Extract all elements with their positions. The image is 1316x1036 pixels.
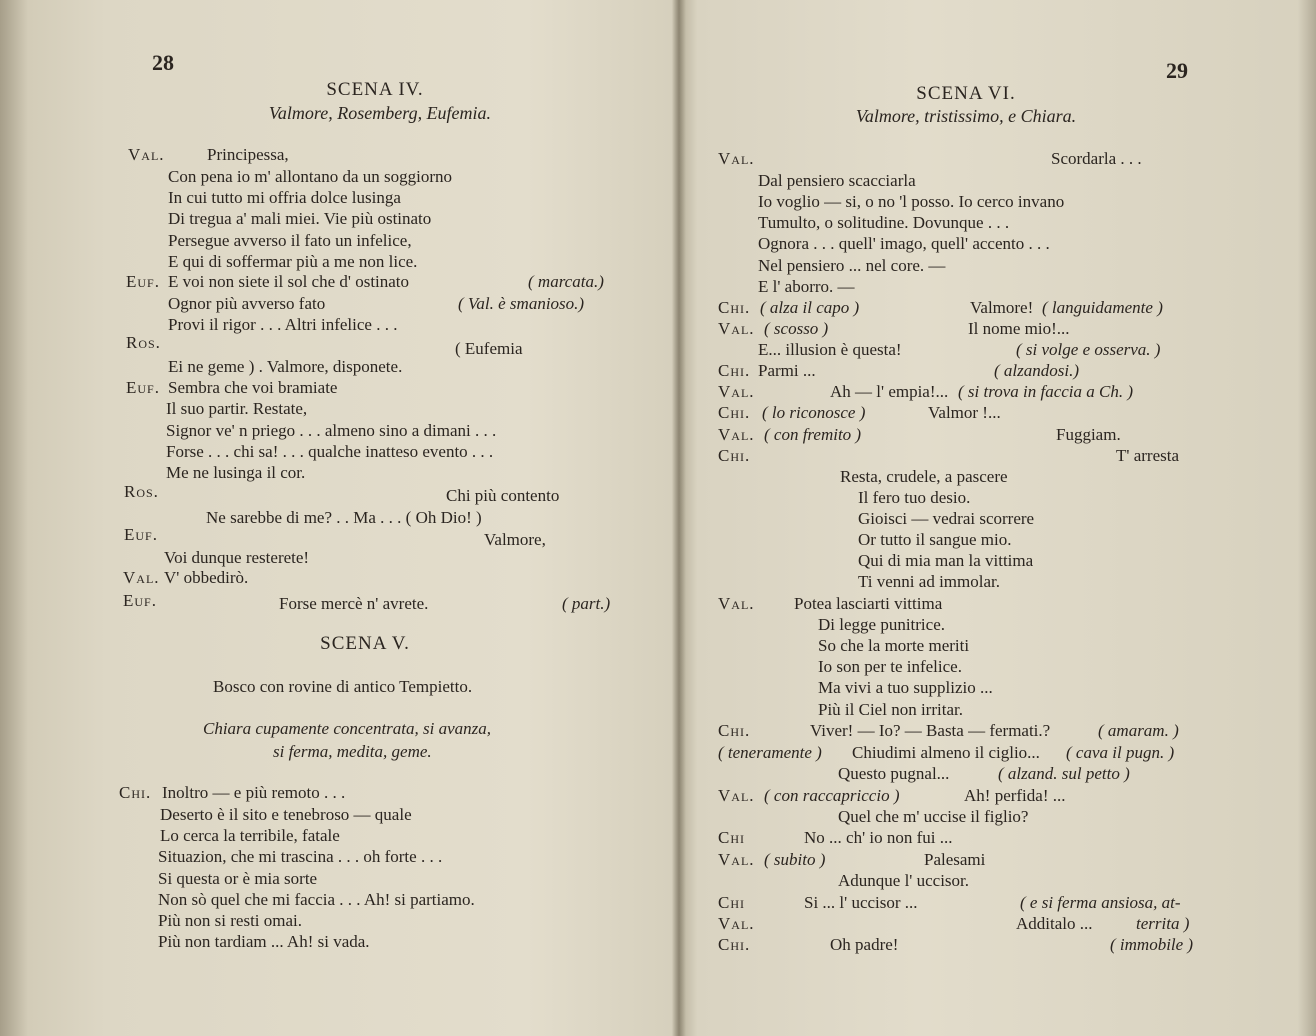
verse-line: Quel che m' uccise il figlio? [838,807,1029,826]
verse-line: Additalo ... [1016,914,1093,933]
verse-line: Si questa or è mia sorte [158,869,318,888]
speaker: Val. [718,149,755,168]
stage-direction: ( lo riconosce ) [762,403,866,422]
speaker: Val. [718,914,755,933]
speaker: Ros. [124,482,159,501]
stage-direction: ( part.) [562,594,611,613]
verse-line: E voi non siete il sol che d' ostinato [168,272,410,291]
verse-line: Di legge punitrice. [818,615,945,634]
verse-line: Persegue avverso il fato un infelice, [168,231,412,250]
stage-direction: ( cava il pugn. ) [1066,743,1175,762]
verse-line: Io voglio — si, o no 'l posso. Io cerco invano [758,192,1065,211]
verse-line: In cui tutto mi offria dolce lusinga [168,188,401,207]
speaker: Val. [718,382,755,401]
scene-vi-title: SCENA VI. [916,83,1016,104]
verse-line: Ah! perfida! ... [964,786,1066,805]
verse-line: E... illusion è questa! [758,340,902,359]
speaker: Ros. [126,333,161,352]
stage-direction: ( Val. è smanioso.) [458,294,585,313]
verse-line: Or tutto il sangue mio. [858,530,1012,549]
stage-direction: ( Eufemia [455,339,523,358]
speaker: Euf. [126,378,160,397]
verse-line: Ognora . . . quell' imago, quell' accento . . . [758,234,1050,253]
verse-line: Me ne lusinga il cor. [166,463,306,482]
stage-direction: ( marcata.) [528,272,604,291]
scene-v-direction: si ferma, medita, geme. [273,742,432,761]
speaker: Chi. [119,783,152,802]
verse-line: So che la morte meriti [818,636,970,655]
verse-line: Più non si resti omai. [158,911,303,930]
verse-line: Forse . . . chi sa! . . . qualche inatteso evento . . . [166,442,494,461]
verse-line: E l' aborro. — [758,277,855,296]
verse-line: Il nome mio!... [968,319,1070,338]
verse-line: Tumulto, o solitudine. Dovunque . . . [758,213,1010,232]
verse-line: Valmore! [970,298,1034,317]
verse-line: Valmore, [484,530,546,549]
verse-line: Adunque l' uccisor. [838,871,970,890]
verse-line: E qui di soffermar più a me non lice. [168,252,418,271]
speaker: Val. [718,425,755,444]
verse-line: Più non tardiam ... Ah! si vada. [158,932,370,951]
verse-line: Chiudimi almeno il ciglio... [852,743,1040,762]
speaker: Chi. [718,298,751,317]
verse-line: Deserto è il sito e tenebroso — quale [160,805,412,824]
verse-line: Con pena io m' allontano da un soggiorno [168,167,452,186]
verse-line: Viver! — Io? — Basta — fermati.? [810,721,1051,740]
verse-line: T' arresta [1116,446,1179,465]
verse-line: Scordarla . . . [1051,149,1142,168]
speaker: Euf. [126,272,160,291]
stage-direction: ( teneramente ) [718,743,822,762]
speaker: Euf. [124,525,158,544]
speaker: Val. [718,594,755,613]
stage-direction: territa ) [1136,914,1190,933]
verse-line: Valmor !... [928,403,1001,422]
verse-line: Più il Ciel non irritar. [818,700,963,719]
verse-line: Fuggiam. [1056,425,1121,444]
verse-line: Gioisci — vedrai scorrere [858,509,1035,528]
speaker: Chi. [718,403,751,422]
verse-line: V' obbedirò. [164,568,249,587]
speaker: Euf. [123,591,157,610]
speaker: Val. [718,319,755,338]
book-gutter [672,0,686,1036]
speaker: Val. [128,145,165,164]
verse-line: Signor ve' n priego . . . almeno sino a dimani . . . [166,421,497,440]
verse-line: Inoltro — e più remoto . . . [162,783,346,802]
verse-line: Di tregua a' mali miei. Vie più ostinato [168,209,432,228]
stage-direction: ( con fremito ) [764,425,862,444]
verse-line: Il fero tuo desio. [858,488,971,507]
verse-line: Parmi ... [758,361,816,380]
stage-direction: ( languidamente ) [1042,298,1163,317]
verse-line: Non sò quel che mi faccia . . . Ah! si partiamo. [158,890,475,909]
stage-direction: ( si volge e osserva. ) [1016,340,1161,359]
verse-line: Situazion, che mi trascina . . . oh forte . . . [158,847,443,866]
verse-line: Ei ne geme ) . Valmore, disponete. [168,357,403,376]
stage-direction: ( amaram. ) [1098,721,1179,740]
verse-line: Nel pensiero ... nel core. — [758,256,946,275]
verse-line: No ... ch' io non fui ... [804,828,953,847]
verse-line: Lo cerca la terribile, fatale [160,826,340,845]
verse-line: Potea lasciarti vittima [794,594,943,613]
speaker: Chi [718,828,746,847]
speaker: Val. [123,568,160,587]
speaker: Chi. [718,721,751,740]
scene-iv-characters: Valmore, Rosemberg, Eufemia. [268,103,492,123]
verse-line: Il suo partir. Restate, [166,399,308,418]
stage-direction: ( alza il capo ) [760,298,860,317]
verse-line: Sembra che voi bramiate [168,378,338,397]
stage-direction: ( subito ) [764,850,826,869]
verse-line: Ma vivi a tuo supplizio ... [818,678,993,697]
verse-line: Chi più contento [446,486,560,505]
verse-line: Qui di mia man la vittima [858,551,1034,570]
verse-line: Principessa, [207,145,289,164]
stage-direction: ( immobile ) [1110,935,1194,954]
verse-line: Resta, crudele, a pascere [840,467,1008,486]
stage-direction: ( scosso ) [764,319,829,338]
verse-line: Palesami [924,850,986,869]
stage-direction: ( alzand. sul petto ) [998,764,1130,783]
verse-line: Oh padre! [830,935,899,954]
verse-line: Forse mercè n' avrete. [279,594,429,613]
scene-iv-title: SCENA IV. [326,79,424,100]
speaker: Chi. [718,935,751,954]
verse-line: Provi il rigor . . . Altri infelice . . . [168,315,398,334]
verse-line: Ognor più avverso fato [168,294,326,313]
verse-line: Voi dunque resterete! [164,548,310,567]
stage-direction: ( e si ferma ansiosa, at- [1020,893,1181,912]
scene-vi-characters: Valmore, tristissimo, e Chiara. [855,106,1077,126]
speaker: Val. [718,786,755,805]
speaker: Val. [718,850,755,869]
scene-v-title: SCENA V. [320,633,410,654]
page-number-right: 29 [1166,58,1188,83]
stage-direction: ( si trova in faccia a Ch. ) [958,382,1134,401]
verse-line: Si ... l' uccisor ... [804,893,918,912]
speaker: Chi. [718,446,751,465]
stage-direction: ( con raccapriccio ) [764,786,900,805]
verse-line: Dal pensiero scacciarla [758,171,916,190]
right-page [686,0,1316,1036]
verse-line: Ah — l' empia!... [830,382,949,401]
verse-line: Questo pugnal... [838,764,950,783]
stage-direction: ( alzandosi.) [994,361,1079,380]
speaker: Chi. [718,361,751,380]
scene-v-direction: Chiara cupamente concentrata, si avanza, [203,719,492,738]
verse-line: Io son per te infelice. [818,657,962,676]
scene-v-setting: Bosco con rovine di antico Tempietto. [213,677,473,696]
verse-line: Ti venni ad immolar. [858,572,1000,591]
speaker: Chi [718,893,746,912]
page-number-left: 28 [152,50,174,75]
verse-line: Ne sarebbe di me? . . Ma . . . ( Oh Dio! ) [206,508,482,527]
